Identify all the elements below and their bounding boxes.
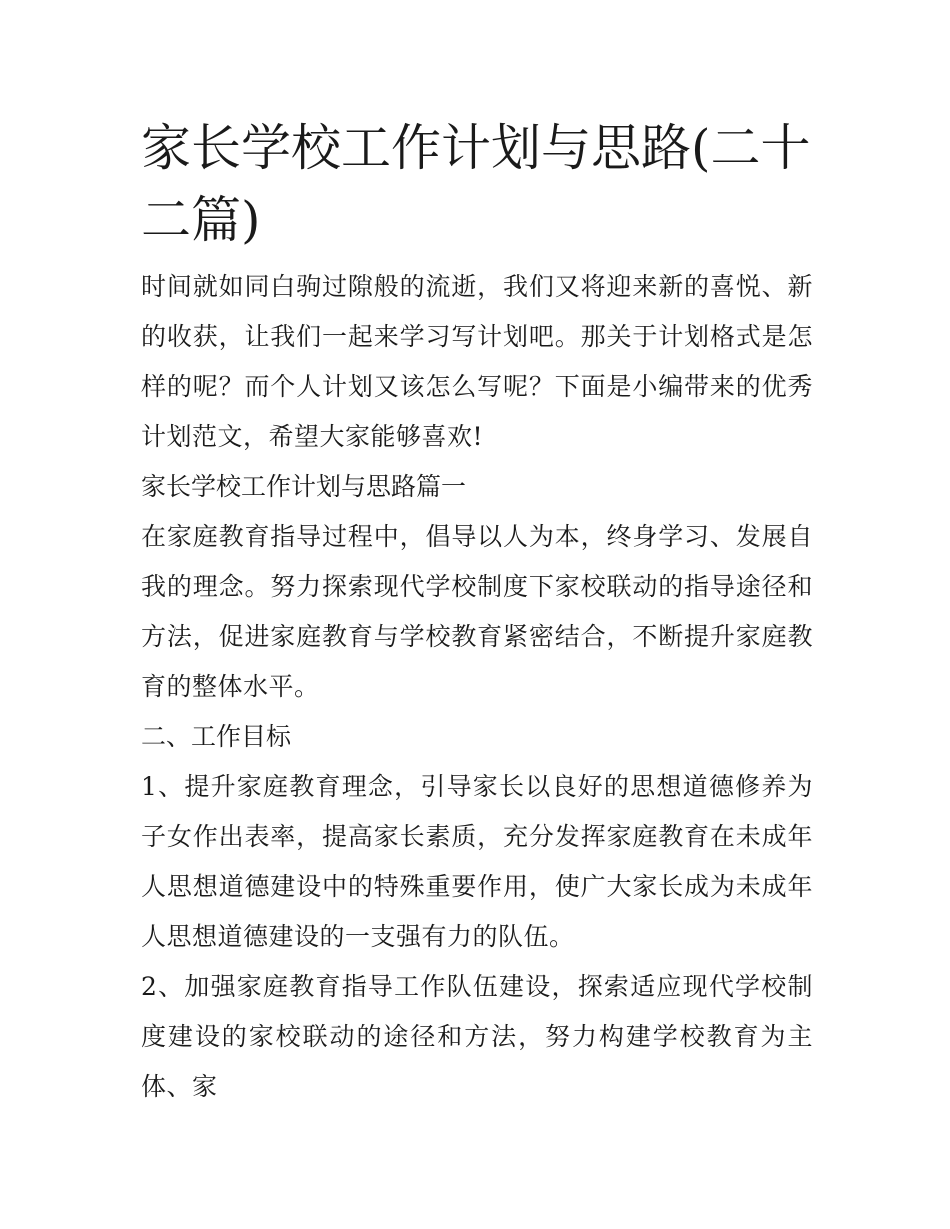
goal-item-1: 1、提升家庭教育理念，引导家长以良好的思想道德修养为子女作出表率，提高家长素质，充分发挥家庭教育在未成年人思想道德建设中的特殊重要作用，使广大家长成为未成年人思想道德建设的一支强有力的队伍。 — [141, 772, 813, 951]
document-page — [141, 112, 813, 1112]
section-heading-goals: 二、工作目标 — [141, 722, 292, 751]
document-title: 家长学校工作计划与思路(二十二篇) — [141, 119, 811, 249]
section-title: 家长学校工作计划与思路篇一 — [141, 472, 467, 501]
intro-paragraph: 时间就如同白驹过隙般的流逝，我们又将迎来新的喜悦、新的收获，让我们一起来学习写计划吧。那关于计划格式是怎样的呢？而个人计划又该怎么写呢？下面是小编带来的优秀计划范文，希望大家能够喜欢! — [141, 272, 813, 451]
goal-item-2: 2、加强家庭教育指导工作队伍建设，探索适应现代学校制度建设的家校联动的途径和方法，努力构建学校教育为主体、家 — [141, 972, 813, 1101]
body-paragraph-1: 在家庭教育指导过程中，倡导以人为本，终身学习、发展自我的理念。努力探索现代学校制度下家校联动的指导途径和方法，促进家庭教育与学校教育紧密结合，不断提升家庭教育的整体水平。 — [141, 522, 813, 701]
